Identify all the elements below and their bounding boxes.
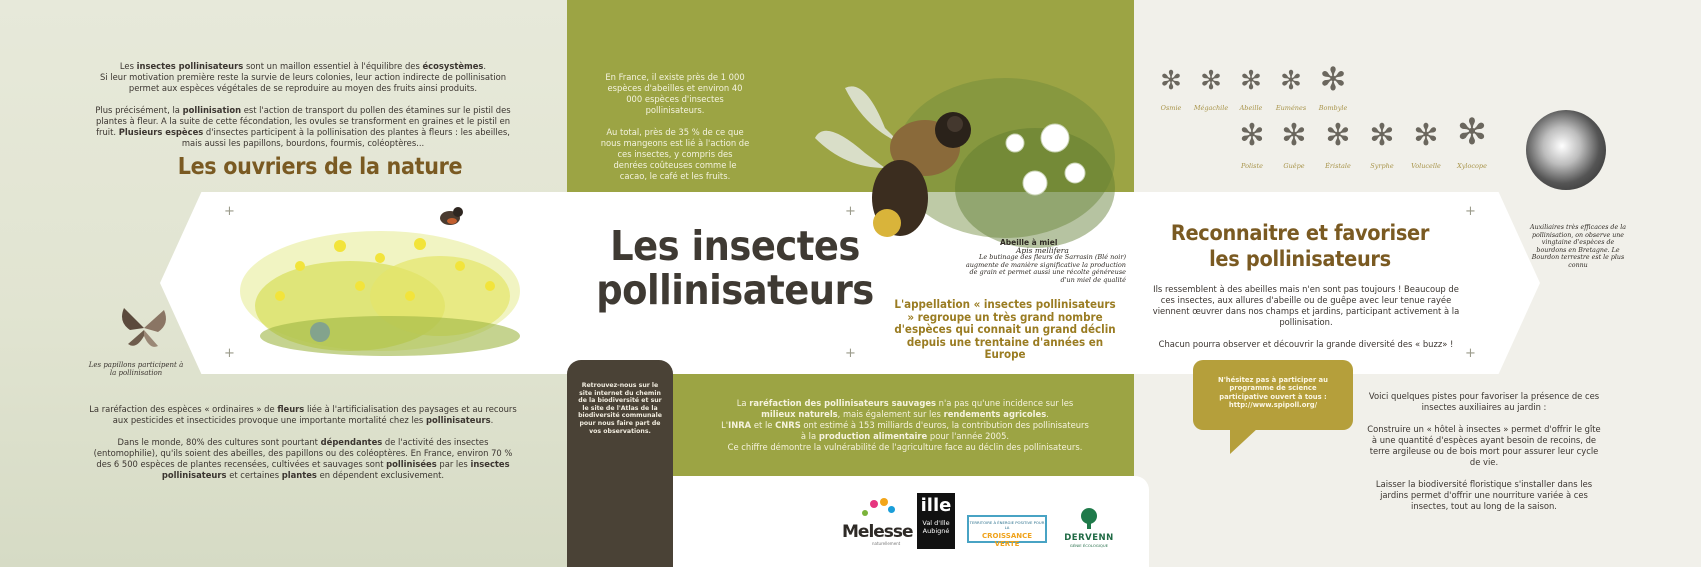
cross-mark: + — [224, 346, 235, 361]
insect-icon: ✻ — [1413, 118, 1439, 153]
bee-name: Abeille à miel — [1000, 238, 1058, 247]
cross-mark: + — [1465, 204, 1476, 219]
butterfly-icon — [118, 302, 170, 354]
dervenn-logo: DERVENN GÉNIE ÉCOLOGIQUE — [1058, 507, 1120, 551]
bumblebee-caption: Auxiliaires très efficaces de la pollinisation, on observe une vingtaine d'espèces de bourdons en Bretagne. Le Bourdon terrestre est le plus connu — [1530, 224, 1626, 269]
insect-label: Syrphe — [1370, 162, 1394, 170]
insect-icon: ✻ — [1281, 118, 1307, 153]
insects-row-2 — [1232, 112, 1502, 172]
insect-label: Osmie — [1160, 104, 1182, 112]
croissance-verte-logo: TERRITOIRE À ÉNERGIE POSITIVE POUR LA CROISSANCE VERTE — [967, 515, 1047, 543]
insect-icon: ✻ — [1319, 60, 1347, 98]
insect-label: Poliste — [1241, 162, 1263, 170]
cross-mark: + — [845, 204, 856, 219]
quote-text: L'appellation « insectes pollinisateurs » regroupe un très grand nombre d'espèces qui connait un grand déclin depuis une trentaine d'années en Europe — [894, 297, 1116, 361]
insect-icon: ✻ — [1369, 118, 1395, 153]
right-intro-text: Ils ressemblent à des abeilles mais n'en sont pas toujours ! Beaucoup de ces insectes, aux allures d'abeille ou de guêpe avec leur tenue rayée viennent œuvrer dans nos champs et jardins, participant activement à la pollinisation. Chacun pourra observer et découvrir la grande diversité des « buzz» ! — [1152, 284, 1460, 349]
cross-mark: + — [224, 204, 235, 219]
insect-icon: ✻ — [1239, 118, 1265, 153]
dark-box-text: Retrouvez-nous sur le site internet du chemin de la biodiversité et sur le site de l'Atlas de la biodiversité communale pour nous faire part de vos observations. — [578, 382, 662, 435]
insect-icon: ✻ — [1280, 66, 1302, 96]
right-tips-text: Voici quelques pistes pour favoriser la présence de ces insectes auxiliaires au jardin : Construire un « hôtel à insectes » permet d'offrir le gîte à une quantité d'espèces ayant besoin de recoins, de terre argileuse ou de bois mort pour assurer leur cycle de vie. Laisser la biodiversité floristique s'installer dans les jardins permet d'offrir une nourriture variée à ces insectes, tout au long de la saison. — [1367, 391, 1601, 511]
cross-mark: + — [1465, 346, 1476, 361]
insects-row-1 — [1152, 60, 1352, 118]
left-bottom-text: La raréfaction des espèces « ordinaires » de fleurs liée à l'artificialisation des paysages et au recours aux pesticides et insecticides provoque une importante mortalité chez les pollinisateurs. Dans le monde, 80% des cultures sont pourtant dépendantes de l'activité des insectes (entomophilie), qu'ils soient des abeilles, des papillons ou des coléoptères. En France, environ 70 % des 6 500 espèces de plantes recensées, cultivées et sauvages sont pollinisées par les insectes pollinisateurs et certaines plantes en dépendent exclusivement. — [89, 404, 517, 480]
bird-icon — [440, 207, 463, 225]
right-heading: Reconnaitre et favoriser les pollinisateurs — [1170, 221, 1430, 272]
speech-bubble-tail — [1230, 428, 1258, 454]
bee-caption: Le butinage des fleurs de Sarrasin (Blé noir) augmente de manière significative la production de grain et permet aussi une récolte généreuse d'un miel de qualité — [965, 253, 1126, 284]
insect-icon: ✻ — [1456, 112, 1488, 153]
tree-icon — [1078, 507, 1100, 529]
insect-label: Xylocope — [1457, 162, 1487, 170]
insect-label: Éristale — [1325, 162, 1351, 170]
insect-label: Euménes — [1275, 104, 1307, 112]
insect-icon: ✻ — [1160, 66, 1182, 96]
bee-latin: Apis mellifera — [1016, 246, 1069, 255]
butterfly-caption: Les papillons participent à la pollinisation — [88, 361, 184, 377]
insect-label: Volucelle — [1411, 162, 1441, 170]
insect-label: Mégachile — [1193, 104, 1229, 112]
bumblebee-illustration — [1526, 110, 1606, 190]
insect-icon: ✻ — [1325, 118, 1351, 153]
middle-bottom-text: La raréfaction des pollinisateurs sauvages n'a pas qu'une incidence sur les milieux naturels, mais également sur les rendements agricoles. L'INRA et le CNRS ont estimé à 153 milliards d'euros, la contribution des pollinisateurs à la production alimentaire pour l'année 2005. Ce chiffre démontre la vulnérabilité de l'agriculture face au déclin des pollinisateurs. — [721, 398, 1089, 452]
insect-label: Bombyle — [1318, 104, 1348, 112]
insect-label: Abeille — [1239, 104, 1263, 112]
middle-top-text: En France, il existe près de 1 000 espèces d'abeilles et environ 40 000 espèces d'insectes pollinisateurs. Au total, près de 35 % de ce que nous mangeons est lié à l'action de ces insectes, y compris des denrées coûteuses comme le cacao, le café et les fruits. — [600, 72, 750, 181]
insect-icon: ✻ — [1240, 66, 1262, 96]
cross-mark: + — [845, 346, 856, 361]
spipoll-bubble-text[interactable]: N'hésitez pas à participer au programme de science participative ouvert à tous : http://www.spipoll.org/ — [1218, 376, 1328, 410]
left-heading: Les ouvriers de la nature — [177, 154, 463, 180]
melesse-logo: Melesse naturellement — [842, 498, 908, 548]
left-intro-text: Les insectes pollinisateurs sont un maillon essentiel à l'équilibre des écosystèmes. Si leur motivation première reste la survie de leurs colonies, leur action indirecte de pollinisation permet aux espèces végétales de se reproduire au moyen des fruits ainsi produits. Plus précisément, la pollinisation est l'action de transport du pollen des étamines sur le pistil des plantes à fleur. A la suite de cette fécondation, les ovules se transforment en graines et le pistil en fruit. Plusieurs espèces d'insectes participent à la pollinisation des plantes à fleurs : les abeilles, mais aussi les papillons, bourdons, fourmis, coléoptères... — [95, 61, 511, 148]
insect-label: Guêpe — [1283, 162, 1305, 170]
main-title: Les insectes pollinisateurs — [596, 222, 874, 314]
insect-icon: ✻ — [1200, 66, 1222, 96]
meadow-illustration — [240, 196, 530, 366]
val-dille-logo: ille Val d'Ille Aubigné — [917, 493, 955, 549]
